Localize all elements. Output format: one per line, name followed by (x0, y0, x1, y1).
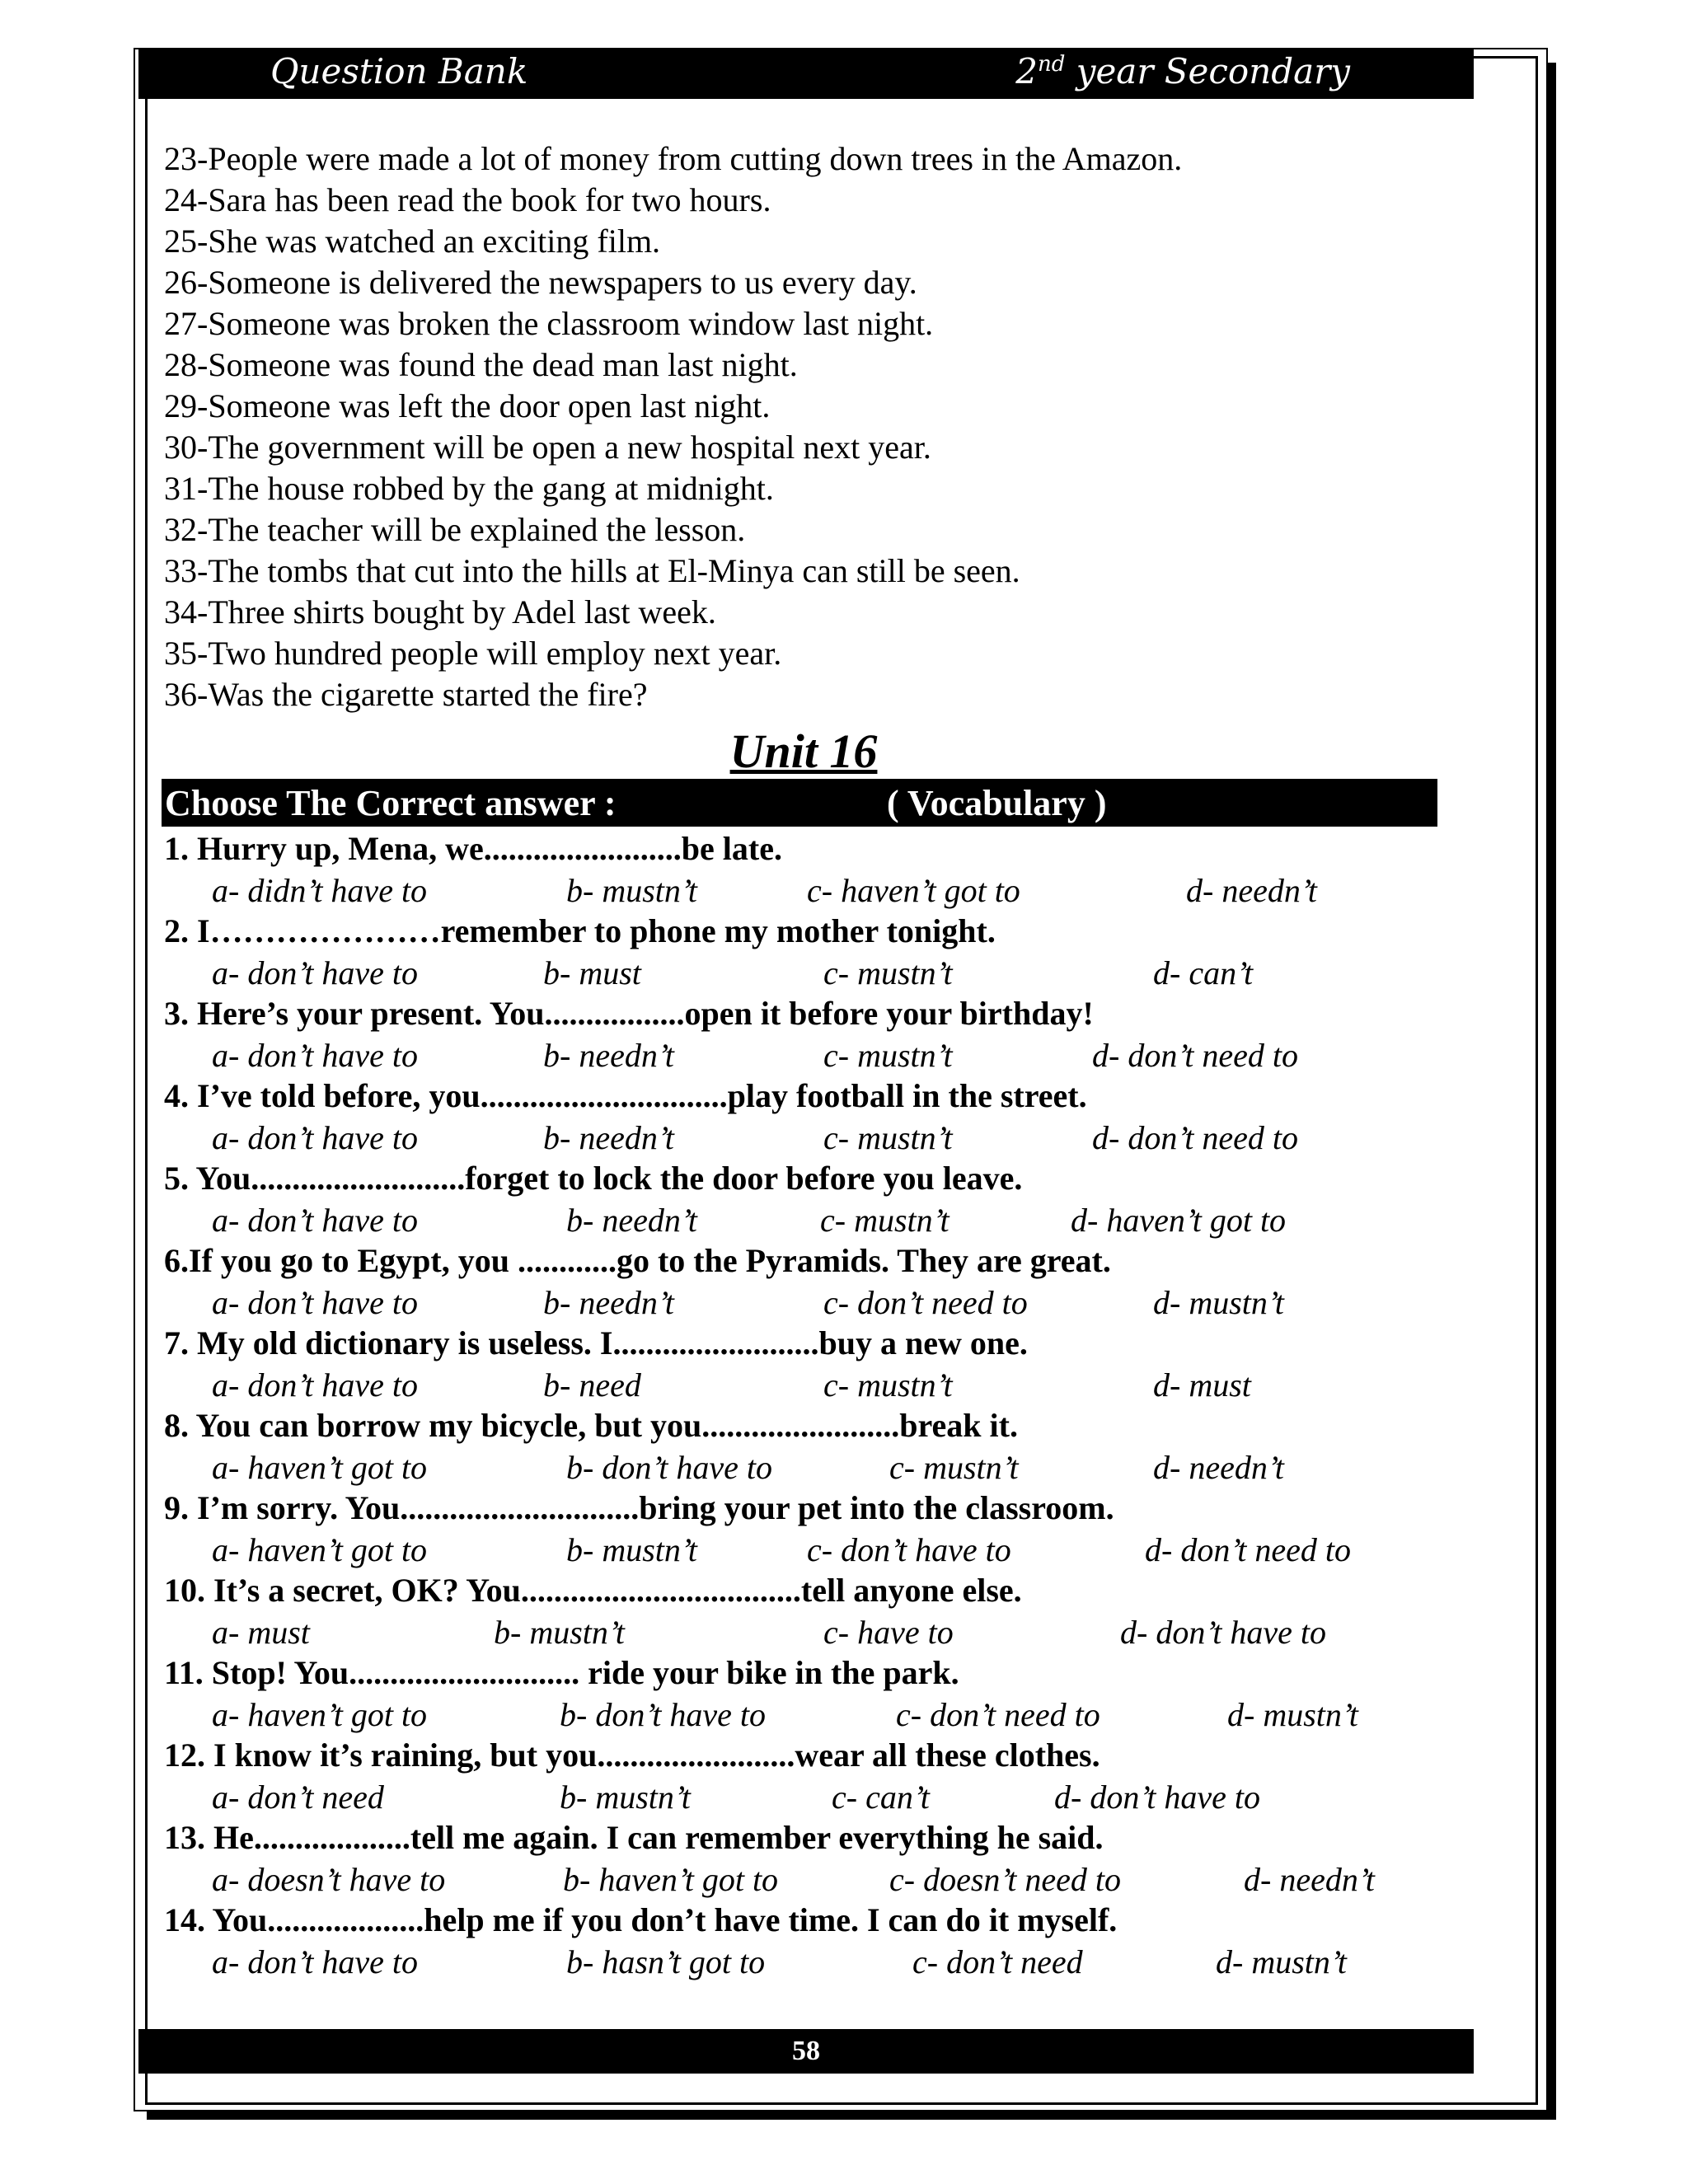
sentence-item: 27-Someone was broken the classroom window last night. (164, 305, 934, 342)
answer-options (164, 1282, 1450, 1323)
answer-options (164, 1776, 1450, 1817)
grade-suffix: nd (1037, 52, 1066, 77)
sentence-item: 28-Someone was found the dead man last night. (164, 346, 798, 383)
answer-option[interactable]: b- haven’t got to (563, 1861, 779, 1898)
question-text: 4. I’ve told before, you..............................play football in the street. (164, 1077, 1087, 1114)
answer-option[interactable]: c- mustn’t (889, 1449, 1019, 1486)
answer-option[interactable]: d- haven’t got to (1071, 1202, 1287, 1239)
answer-option[interactable]: d- mustn’t (1153, 1284, 1284, 1321)
answer-options (164, 869, 1450, 911)
answer-option[interactable]: c- mustn’t (820, 1202, 950, 1239)
answer-option[interactable]: d- don’t need to (1092, 1037, 1298, 1074)
answer-options (164, 1364, 1450, 1405)
question-text: 14. You...................help me if you don’t have time. I can do it myself. (164, 1901, 1118, 1938)
answer-option[interactable]: b- don’t have to (566, 1449, 772, 1486)
question-text: 12. I know it’s raining, but you........................wear all these clothes. (164, 1736, 1100, 1774)
section-label: Choose The Correct answer : (165, 783, 617, 823)
question-text: 7. My old dictionary is useless. I.........................buy a new one. (164, 1324, 1028, 1361)
answer-option[interactable]: d- don’t need to (1145, 1531, 1351, 1568)
sentence-item: 34-Three shirts bought by Adel last week. (164, 593, 716, 630)
grade-number: 2 (1015, 51, 1038, 91)
section-bar (162, 779, 1437, 827)
answer-option[interactable]: c- haven’t got to (807, 872, 1020, 909)
question-list (164, 828, 1450, 1982)
answer-options (164, 1446, 1450, 1488)
answer-option[interactable]: b- hasn’t got to (566, 1943, 766, 1980)
answer-options (164, 1611, 1450, 1652)
answer-option[interactable]: b- must (543, 954, 641, 991)
answer-option[interactable]: c- have to (823, 1614, 954, 1651)
answer-options (164, 1199, 1450, 1240)
answer-option[interactable]: b- mustn’t (566, 1531, 697, 1568)
question-text: 5. You..........................forget to lock the door before you leave. (164, 1160, 1023, 1197)
answer-option[interactable]: a- doesn’t have to (212, 1861, 446, 1898)
answer-option[interactable]: c- don’t need (912, 1943, 1083, 1980)
answer-option[interactable]: d- mustn’t (1227, 1696, 1358, 1733)
answer-option[interactable]: b- need (543, 1366, 641, 1404)
answer-options (164, 1117, 1450, 1158)
answer-option[interactable]: c- mustn’t (823, 1119, 953, 1156)
answer-option[interactable]: b- needn’t (566, 1202, 697, 1239)
answer-option[interactable]: a- haven’t got to (212, 1531, 428, 1568)
answer-option[interactable]: b- mustn’t (494, 1614, 625, 1651)
answer-option[interactable]: d- mustn’t (1216, 1943, 1347, 1980)
answer-option[interactable]: d- needn’t (1186, 872, 1317, 909)
unit-title: Unit 16 (729, 724, 878, 778)
sentence-item: 33-The tombs that cut into the hills at El-Minya can still be seen. (164, 552, 1020, 589)
answer-option[interactable]: a- haven’t got to (212, 1696, 428, 1733)
answer-options (164, 1858, 1450, 1900)
question-text: 8. You can borrow my bicycle, but you........................break it. (164, 1407, 1018, 1444)
answer-option[interactable]: c- can’t (832, 1779, 930, 1816)
answer-option[interactable]: b- mustn’t (560, 1779, 691, 1816)
answer-option[interactable]: b- don’t have to (560, 1696, 766, 1733)
sentence-item: 31-The house robbed by the gang at midnight. (164, 470, 774, 507)
header-title: Question Bank (270, 51, 528, 91)
answer-option[interactable]: b- needn’t (543, 1037, 674, 1074)
sentence-item: 29-Someone was left the door open last night. (164, 387, 771, 424)
question-text: 1. Hurry up, Mena, we........................be late. (164, 830, 782, 867)
question-text: 9. I’m sorry. You.............................bring your pet into the classroom. (164, 1489, 1114, 1526)
sentence-list (164, 138, 1450, 715)
answer-option[interactable]: d- can’t (1153, 954, 1254, 991)
answer-option[interactable]: a- don’t have to (212, 954, 418, 991)
answer-option[interactable]: a- don’t have to (212, 1037, 418, 1074)
answer-options (164, 1694, 1450, 1735)
question-text: 6.If you go to Egypt, you ............go to the Pyramids. They are great. (164, 1242, 1111, 1279)
section-category: ( Vocabulary ) (887, 783, 1107, 823)
sentence-item: 24-Sara has been read the book for two hours. (164, 181, 771, 218)
answer-options (164, 1529, 1450, 1570)
question-text: 2. I…………………remember to phone my mother tonight. (164, 912, 996, 949)
answer-options (164, 952, 1450, 993)
answer-option[interactable]: c- mustn’t (823, 954, 953, 991)
sentence-item: 36-Was the cigarette started the fire? (164, 676, 648, 713)
answer-option[interactable]: a- didn’t have to (212, 872, 428, 909)
question-text: 10. It’s a secret, OK? You..................................tell anyone else. (164, 1572, 1022, 1609)
footer-bar (138, 2029, 1474, 2074)
answer-option[interactable]: c- doesn’t need to (889, 1861, 1122, 1898)
answer-option[interactable]: a- don’t need (212, 1779, 384, 1816)
answer-option[interactable]: d- needn’t (1244, 1861, 1375, 1898)
answer-option[interactable]: d- don’t need to (1092, 1119, 1298, 1156)
answer-option[interactable]: b- mustn’t (566, 872, 697, 909)
answer-option[interactable]: a- don’t have to (212, 1284, 418, 1321)
sentence-item: 32-The teacher will be explained the lesson. (164, 511, 746, 548)
sentence-item: 30-The government will be open a new hospital next year. (164, 429, 931, 466)
sentence-item: 25-She was watched an exciting film. (164, 223, 661, 260)
answer-option[interactable]: b- needn’t (543, 1119, 674, 1156)
answer-option[interactable]: d- must (1153, 1366, 1251, 1404)
answer-option[interactable]: d- don’t have to (1054, 1779, 1260, 1816)
answer-option[interactable]: c- don’t have to (807, 1531, 1011, 1568)
answer-option[interactable]: b- needn’t (543, 1284, 674, 1321)
answer-option[interactable]: d- needn’t (1153, 1449, 1284, 1486)
answer-option[interactable]: a- haven’t got to (212, 1449, 428, 1486)
sentence-item: 23-People were made a lot of money from cutting down trees in the Amazon. (164, 140, 1183, 177)
answer-option[interactable]: a- don’t have to (212, 1119, 418, 1156)
grade-label: year Secondary (1065, 51, 1350, 91)
page-number: 58 (792, 2036, 820, 2066)
answer-options (164, 1034, 1450, 1076)
question-text: 13. He...................tell me again. I can remember everything he said. (164, 1819, 1104, 1856)
answer-option[interactable]: a- don’t have to (212, 1202, 418, 1239)
sentence-item: 35-Two hundred people will employ next year. (164, 635, 782, 672)
sentence-item: 26-Someone is delivered the newspapers to us every day. (164, 264, 917, 301)
question-text: 11. Stop! You............................ ride your bike in the park. (164, 1654, 959, 1691)
question-text: 3. Here’s your present. You.................open it before your birthday! (164, 995, 1094, 1032)
answer-option[interactable]: c- mustn’t (823, 1037, 953, 1074)
answer-option[interactable]: a- don’t have to (212, 1366, 418, 1404)
answer-option[interactable]: d- don’t have to (1120, 1614, 1326, 1651)
header-grade (1015, 51, 1350, 91)
header-bar (138, 48, 1474, 99)
answer-options (164, 1941, 1450, 1982)
answer-option[interactable]: a- don’t have to (212, 1943, 418, 1980)
answer-option[interactable]: c- don’t need to (896, 1696, 1100, 1733)
answer-option[interactable]: a- must (212, 1614, 310, 1651)
answer-option[interactable]: c- don’t need to (823, 1284, 1028, 1321)
answer-option[interactable]: c- mustn’t (823, 1366, 953, 1404)
